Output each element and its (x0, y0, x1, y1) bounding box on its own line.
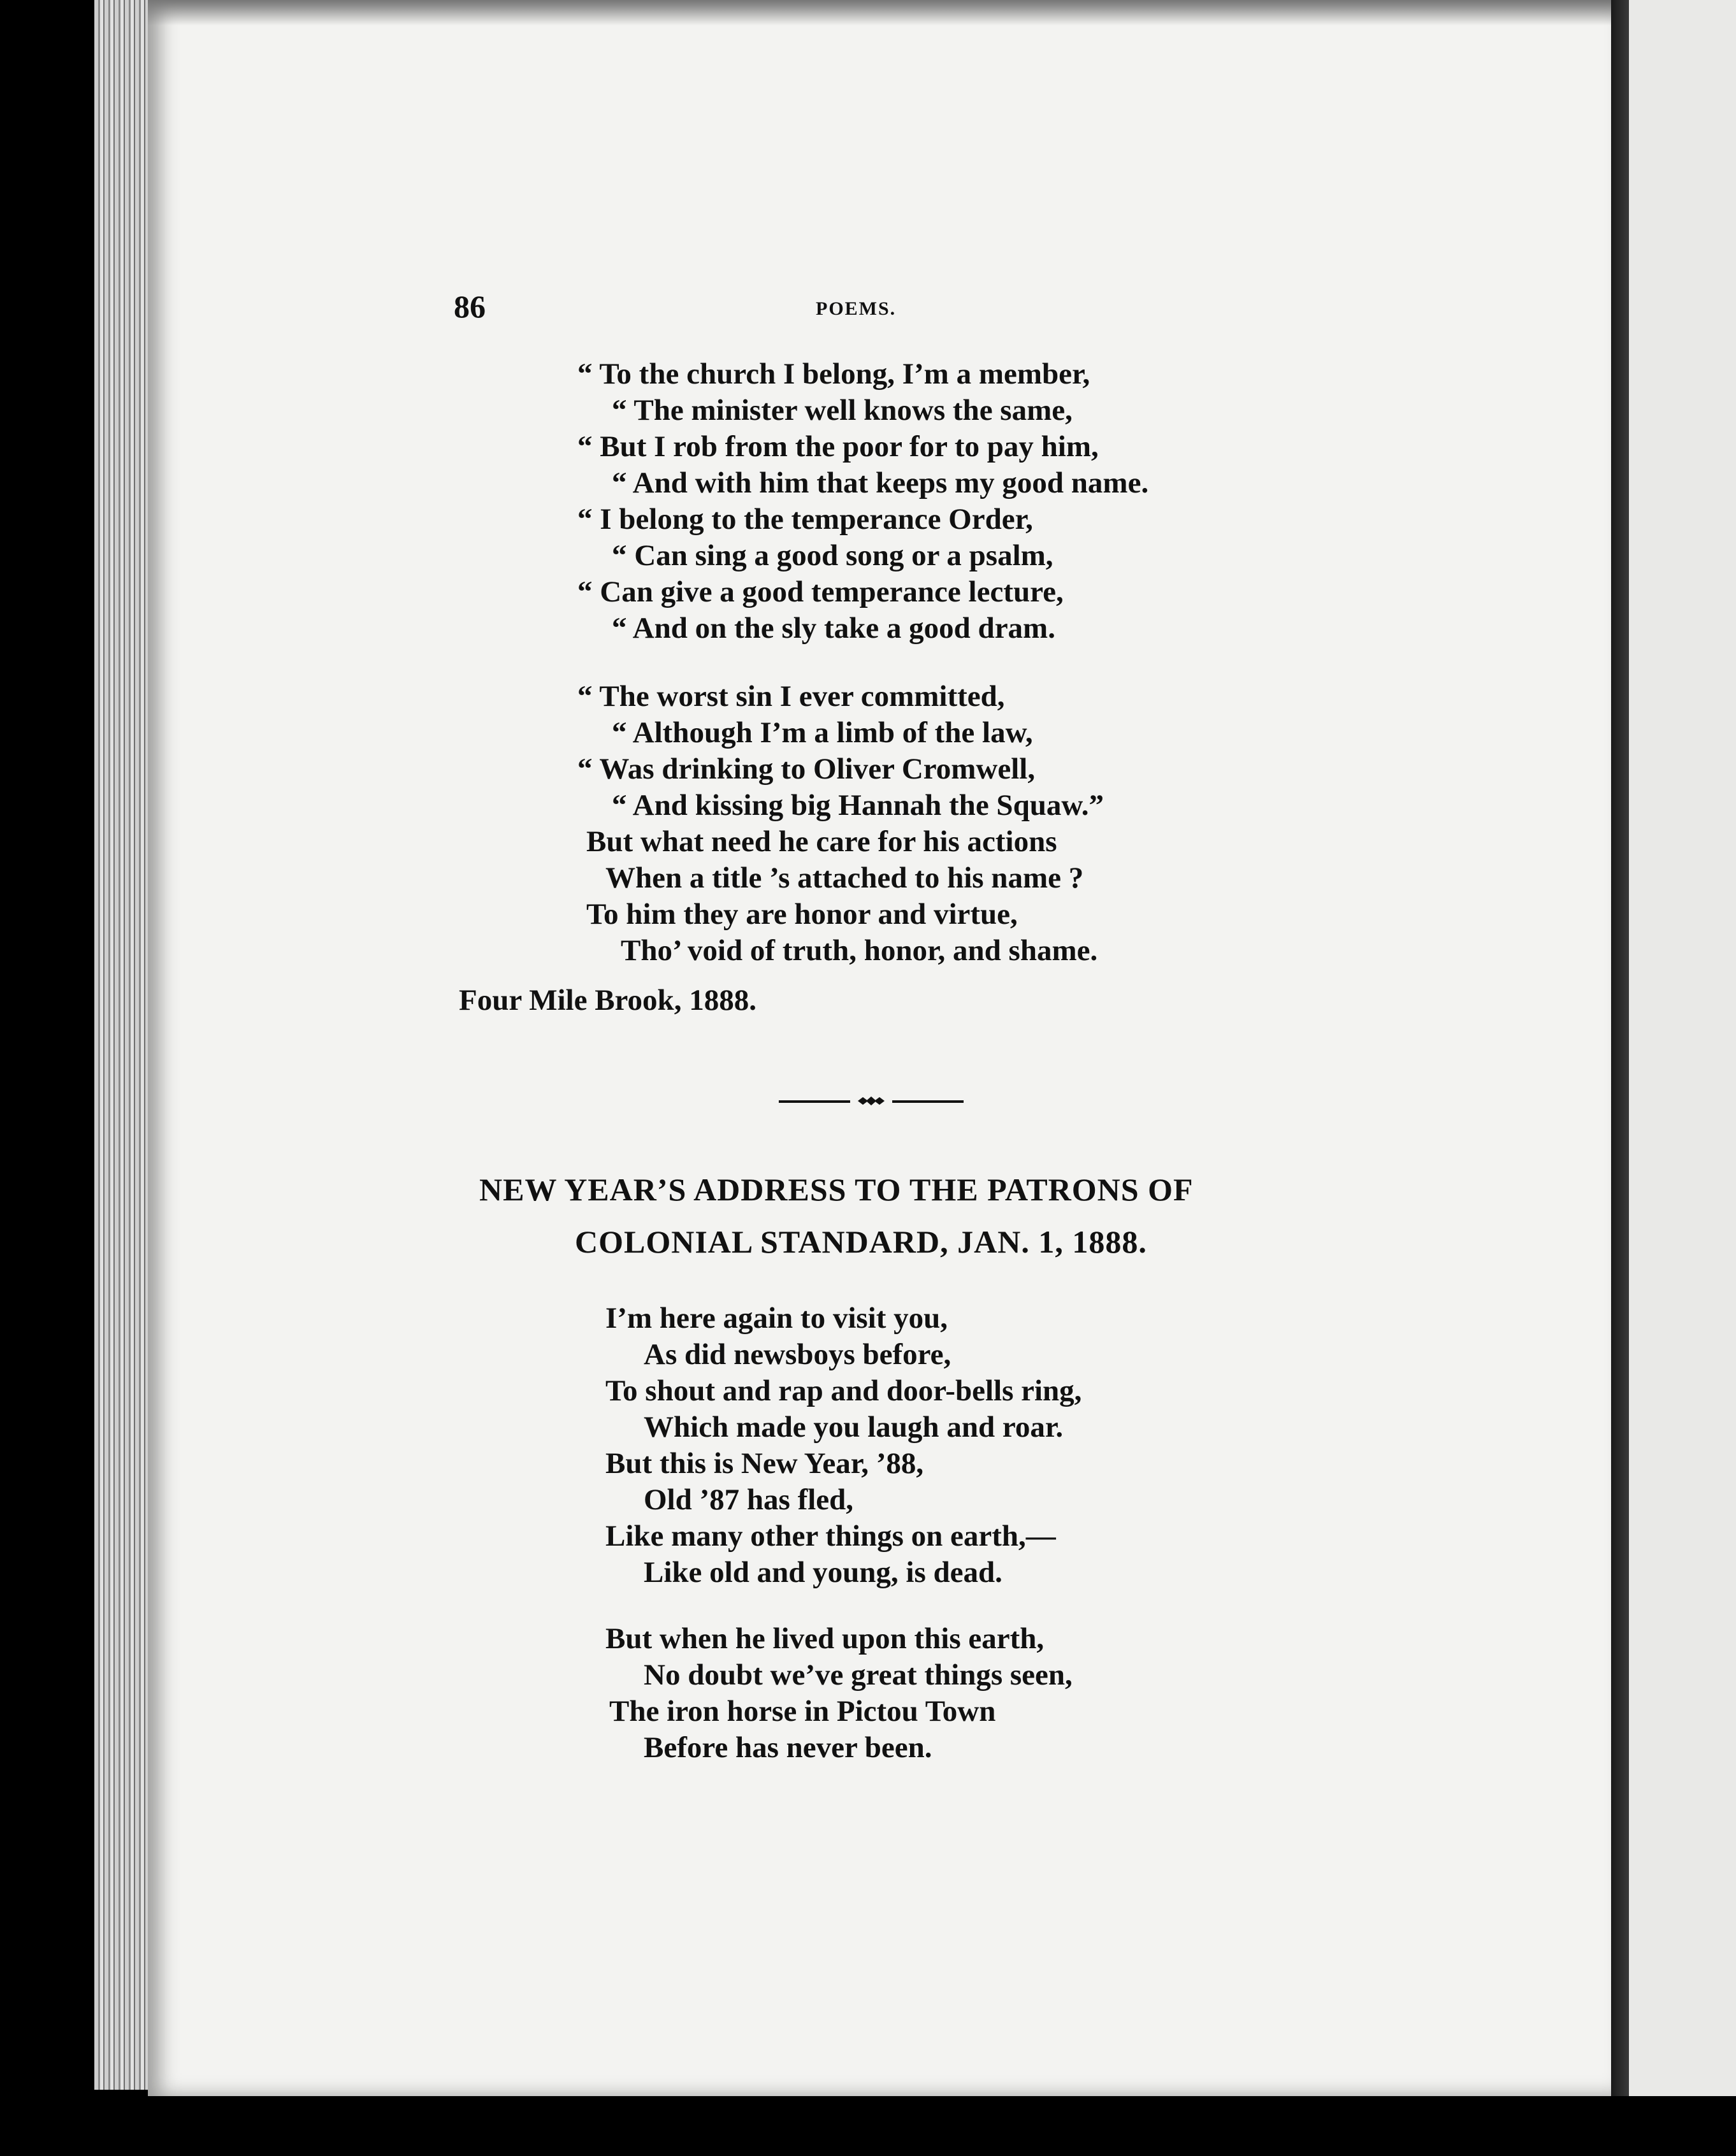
poem-line: I’m here again to visit you, (605, 1302, 948, 1335)
poem-line: “ The minister well knows the same, (612, 394, 1073, 427)
poem-signature: Four Mile Brook, 1888. (459, 984, 756, 1017)
poem-line: “ And kissing big Hannah the Squaw.” (612, 789, 1104, 822)
poem-line: But this is New Year, ’88, (605, 1447, 924, 1480)
poem-title-line-2: COLONIAL STANDARD, JAN. 1, 1888. (575, 1224, 1147, 1260)
poem-line: “ Can give a good temperance lecture, (577, 575, 1064, 608)
poem-line: When a title ’s attached to his name ? (605, 861, 1084, 895)
page-number: 86 (454, 289, 486, 324)
poem-line: But what need he care for his actions (586, 825, 1057, 858)
page-top-shadow (148, 0, 1614, 25)
poem-line: Like old and young, is dead. (644, 1556, 1002, 1589)
poem-line: “ But I rob from the poor for to pay him, (577, 430, 1099, 463)
poem-line: The iron horse in Pictou Town (609, 1695, 996, 1728)
divider-rule-right (892, 1100, 964, 1103)
poem-line: But when he lived upon this earth, (605, 1622, 1045, 1655)
poem-line: “ Can sing a good song or a psalm, (612, 539, 1053, 572)
poem-line: To him they are honor and virtue, (586, 898, 1018, 931)
poem-line: “ Although I’m a limb of the law, (612, 716, 1033, 749)
poem-line: Tho’ void of truth, honor, and shame. (621, 934, 1098, 967)
running-head: POEMS. (816, 298, 897, 319)
poem-line: “ The worst sin I ever committed, (577, 680, 1005, 713)
poem-line: “ And with him that keeps my good name. (612, 466, 1149, 499)
poem-line: “ I belong to the temperance Order, (577, 503, 1033, 536)
book-gutter (1611, 0, 1629, 2096)
poem-line: No doubt we’ve great things seen, (644, 1658, 1073, 1692)
ornament-divider (779, 1095, 964, 1107)
page-edges (94, 0, 152, 2090)
divider-rule-left (779, 1100, 850, 1103)
poem-line: “ And on the sly take a good dram. (612, 612, 1055, 645)
poem-line: Old ’87 has fled, (644, 1483, 854, 1516)
ornament-icon (858, 1095, 885, 1107)
poem-line: “ To the church I belong, I’m a member, (577, 357, 1090, 391)
poem-line: Like many other things on earth,— (605, 1520, 1056, 1553)
poem-line: Before has never been. (644, 1731, 932, 1764)
poem-line: “ Was drinking to Oliver Cromwell, (577, 752, 1036, 786)
poem-line: To shout and rap and door-bells ring, (605, 1374, 1082, 1407)
poem-line: Which made you laugh and roar. (644, 1411, 1064, 1444)
facing-page (1629, 0, 1736, 2096)
poem-title-line-1: NEW YEAR’S ADDRESS TO THE PATRONS OF (479, 1172, 1194, 1207)
poem-line: As did newsboys before, (644, 1338, 951, 1371)
